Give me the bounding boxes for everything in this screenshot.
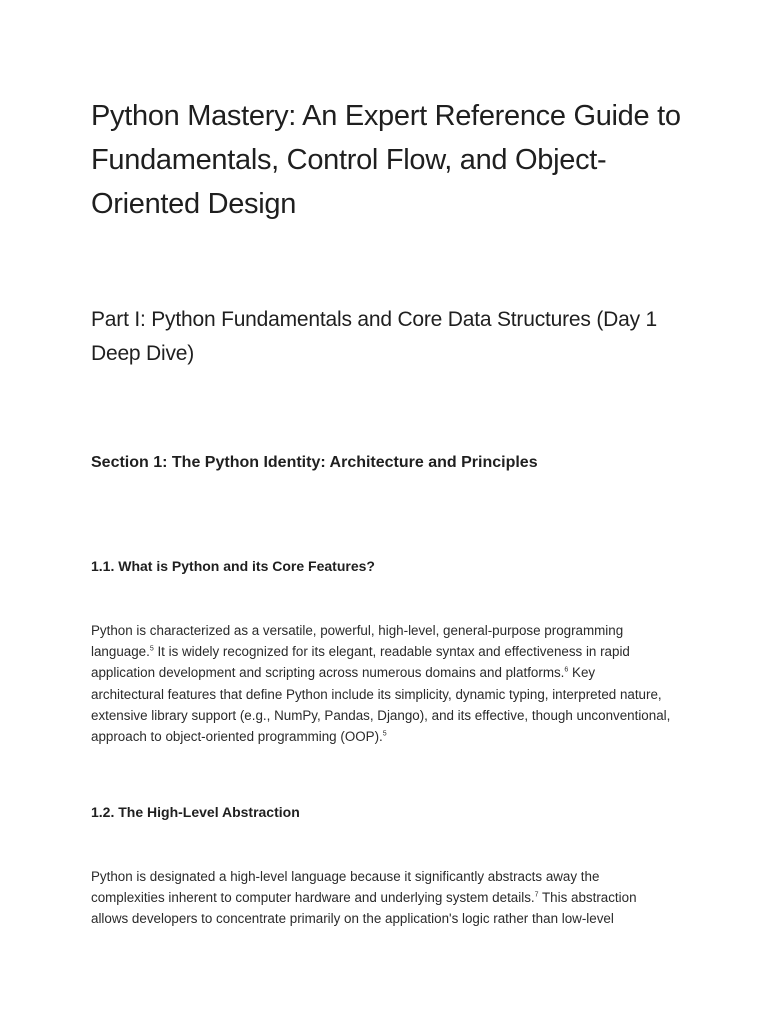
paragraph-text: Python is characterized as a versatile, powerful, high-level, general-purpose programming language.	[91, 623, 624, 660]
paragraph-text: Key architectural features that define Python include its simplicity, dynamic typing, interpreted nature, extensive library support (e.g., NumPy, Pandas, Django), and its effective, though unconventional, approach to object-oriented programming (OOP).	[91, 665, 671, 745]
section-heading: Section 1: The Python Identity: Architecture and Principles	[91, 454, 538, 471]
subsection-heading-1-2: 1.2. The High-Level Abstraction	[91, 804, 300, 820]
document-title: Python Mastery: An Expert Reference Guide to Fundamentals, Control Flow, and Object-Oriented Design	[91, 100, 681, 220]
paragraph-1-1	[91, 620, 671, 747]
subsection-heading-1-1: 1.1. What is Python and its Core Features?	[91, 558, 375, 574]
paragraph-text: Python is designated a high-level language because it significantly abstracts away the complexities inherent to computer hardware and underlying system details.	[91, 869, 600, 906]
paragraph-text: This abstraction allows developers to concentrate primarily on the application's logic rather than low-level	[91, 890, 637, 927]
paragraph-text: It is widely recognized for its elegant, readable syntax and effectiveness in rapid application development and scripting across numerous domains and platforms.	[91, 644, 630, 681]
part-heading: Part I: Python Fundamentals and Core Data Structures (Day 1 Deep Dive)	[91, 308, 657, 365]
footnote-ref[interactable]: 5	[382, 730, 387, 738]
footnote-ref[interactable]: 7	[534, 891, 539, 899]
footnote-ref[interactable]: 6	[564, 666, 569, 674]
paragraph-1-2	[91, 866, 671, 930]
footnote-ref[interactable]: 5	[149, 645, 154, 653]
